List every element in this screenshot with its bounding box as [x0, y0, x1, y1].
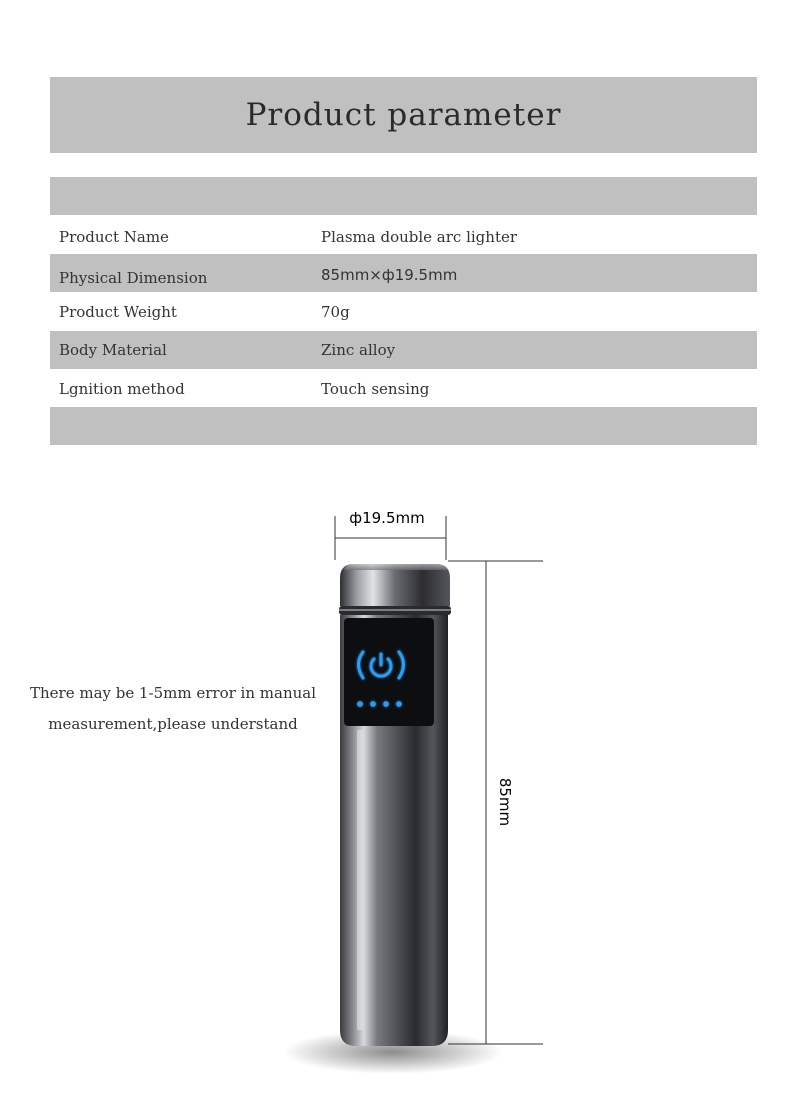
page-title: Product parameter — [245, 97, 562, 133]
width-label: ф19.5mm — [349, 509, 425, 527]
height-dimension — [448, 561, 543, 1044]
spec-value: 85mm×ф19.5mm — [321, 266, 458, 284]
spec-label: Product Name — [59, 228, 169, 246]
height-label: 85mm — [496, 777, 514, 827]
spec-label: Product Weight — [59, 303, 177, 321]
lighter-body — [339, 564, 451, 1046]
spec-value: 70g — [321, 303, 350, 321]
spec-label: Physical Dimension — [59, 269, 208, 287]
spec-value: Zinc alloy — [321, 341, 396, 359]
note-line-1: There may be 1-5mm error in manual — [29, 684, 317, 702]
spec-value: Touch sensing — [321, 380, 430, 398]
spec-label: Body Material — [59, 341, 167, 359]
note-line-2: measurement,please understand — [48, 715, 298, 733]
spec-value: Plasma double arc lighter — [321, 228, 518, 246]
spec-label: Lgnition method — [59, 380, 185, 398]
